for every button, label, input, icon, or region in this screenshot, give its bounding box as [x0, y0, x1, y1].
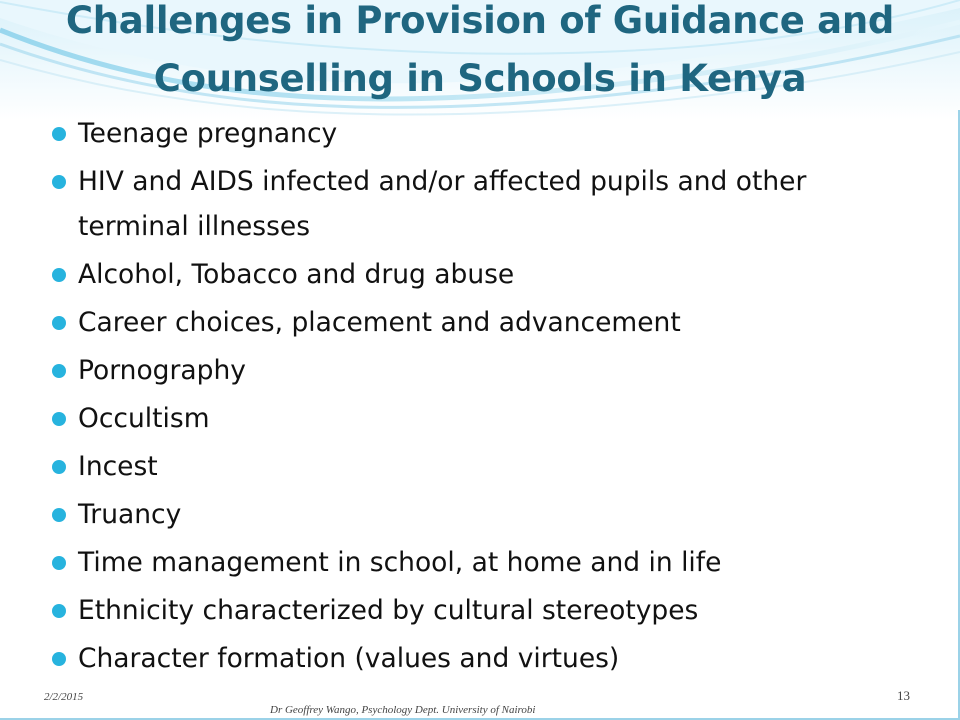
- bullet-text: Ethnicity characterized by cultural stereotypes: [78, 595, 699, 626]
- bullet-item: [52, 348, 922, 393]
- footer-date: 2/2/2015: [44, 691, 84, 703]
- bullet-item: [52, 252, 922, 297]
- bullet-text: Career choices, placement and advancement: [78, 307, 681, 338]
- bullet-text: Occultism: [78, 403, 210, 434]
- bullet-icon: [52, 364, 66, 378]
- bullet-item: [52, 636, 922, 681]
- footer-author: Dr Geoffrey Wango, Psychology Dept. University of Nairobi: [270, 704, 536, 716]
- bullet-icon: [52, 127, 66, 141]
- bullet-item: [52, 540, 922, 585]
- bullet-text: Pornography: [78, 355, 246, 386]
- bullet-text: Truancy: [78, 499, 182, 530]
- title-line-2: Counselling in Schools in Kenya: [153, 57, 807, 100]
- bullet-item: [52, 300, 922, 345]
- bullet-icon: [52, 268, 66, 282]
- bullet-icon: [52, 556, 66, 570]
- bullet-text: Teenage pregnancy: [78, 118, 338, 149]
- bullet-icon: [52, 508, 66, 522]
- bullet-item: [52, 396, 922, 441]
- bullet-text: Alcohol, Tobacco and drug abuse: [78, 259, 515, 290]
- bullet-icon: [52, 316, 66, 330]
- bullet-text: HIV and AIDS infected and/or affected pupils and other terminal illnesses: [78, 166, 807, 242]
- bullet-icon: [52, 460, 66, 474]
- slide-title: [0, 0, 960, 108]
- bullet-icon: [52, 175, 66, 189]
- page-number: 13: [897, 688, 910, 703]
- bullet-item: [52, 444, 922, 489]
- title-line-1: Challenges in Provision of Guidance and: [65, 0, 895, 42]
- bullet-item: [52, 111, 922, 156]
- bullet-icon: [52, 412, 66, 426]
- bullet-icon: [52, 604, 66, 618]
- bullet-text: Character formation (values and virtues): [78, 643, 620, 674]
- bullet-item: [52, 159, 922, 249]
- bullet-text: Incest: [78, 451, 158, 482]
- bullet-list: [52, 111, 922, 684]
- bullet-item: [52, 492, 922, 537]
- bullet-icon: [52, 652, 66, 666]
- bullet-item: [52, 588, 922, 633]
- bullet-text: Time management in school, at home and in life: [78, 547, 722, 578]
